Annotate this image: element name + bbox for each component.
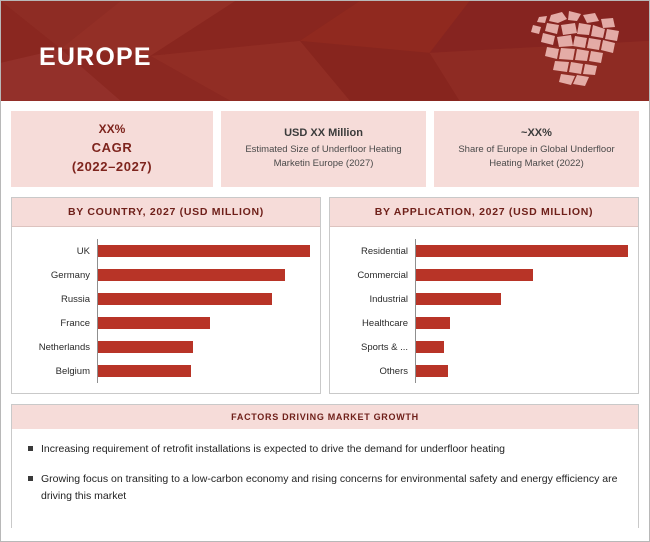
bar-row [336,311,628,335]
bar-label: Residential [361,245,408,257]
chart-panels [1,195,649,394]
kpi-card-share [434,111,639,187]
bar-fill [416,341,444,353]
bar-track [97,359,310,383]
bar-track [97,239,310,263]
chart-title-by-country: BY COUNTRY, 2027 (USD MILLION) [12,198,320,227]
bar-track [415,287,628,311]
page-title: EUROPE [39,43,152,71]
bar-label: Others [379,365,408,377]
kpi-card-cagr [11,111,213,187]
factors-panel [11,404,639,528]
bar-row [336,359,628,383]
bar-row [336,239,628,263]
bar-label: Commercial [357,269,408,281]
bar-track [97,335,310,359]
bar-fill [98,269,285,281]
kpi-market-size-value: USD XX Million [284,127,363,140]
bar-row [336,335,628,359]
kpi-card-market-size [221,111,426,187]
bar-track [97,287,310,311]
bullet-icon [28,446,33,451]
kpi-cagr-value: XX% [98,122,126,137]
bar-fill [98,365,191,377]
kpi-cagr-period: (2022–2027) [71,158,153,174]
bar-track [97,263,310,287]
bar-row [18,335,310,359]
bar-label: Healthcare [362,317,408,329]
chart-panel-by-application [329,197,639,394]
bar-track [415,335,628,359]
bar-row [336,263,628,287]
bar-fill [416,317,450,329]
chart-title-by-application: BY APPLICATION, 2027 (USD MILLION) [330,198,638,227]
factors-heading: FACTORS DRIVING MARKET GROWTH [12,405,638,429]
factor-text: Growing focus on transiting to a low-carbon economy and rising concerns for environmental safety and energy efficiency are driving this market [41,473,618,502]
list-item [26,441,624,457]
bar-label: Sports & ... [361,341,408,353]
bar-label: Belgium [55,365,90,377]
bar-fill [416,293,501,305]
kpi-market-size-desc: Estimated Size of Underfloor Heating Marketin Europe (2027) [245,144,402,169]
chart-panel-by-country [11,197,321,394]
bar-row [18,359,310,383]
bar-label: Industrial [369,293,408,305]
bar-track [97,311,310,335]
bar-track [415,263,628,287]
list-item [26,471,624,504]
bar-label: Netherlands [38,341,90,353]
bar-fill [98,341,193,353]
bar-label: Germany [50,269,90,281]
kpi-strip [1,101,649,195]
bar-row [18,287,310,311]
chart-body-by-application [330,227,638,393]
bar-label: Russia [60,293,90,305]
bar-fill [416,245,628,257]
bar-fill [98,317,210,329]
bar-row [18,311,310,335]
bar-label: France [60,317,90,329]
europe-map-icon [525,9,625,95]
kpi-share-desc: Share of Europe in Global Underfloor Heating Market (2022) [458,144,615,169]
bar-track [415,311,628,335]
bar-row [18,263,310,287]
kpi-cagr-label: CAGR [91,139,133,155]
chart-body-by-country [12,227,320,393]
header-banner [1,1,649,101]
bar-track [415,359,628,383]
bar-row [336,287,628,311]
bar-fill [98,293,272,305]
bar-fill [416,269,533,281]
bar-track [415,239,628,263]
bar-row [18,239,310,263]
kpi-share-value: ~XX% [521,127,552,140]
factors-list [12,429,638,528]
bar-fill [98,245,310,257]
bullet-icon [28,476,33,481]
factor-text: Increasing requirement of retrofit installations is expected to drive the demand for underfloor heating [41,443,506,455]
bar-label: UK [76,245,90,257]
bar-fill [416,365,448,377]
